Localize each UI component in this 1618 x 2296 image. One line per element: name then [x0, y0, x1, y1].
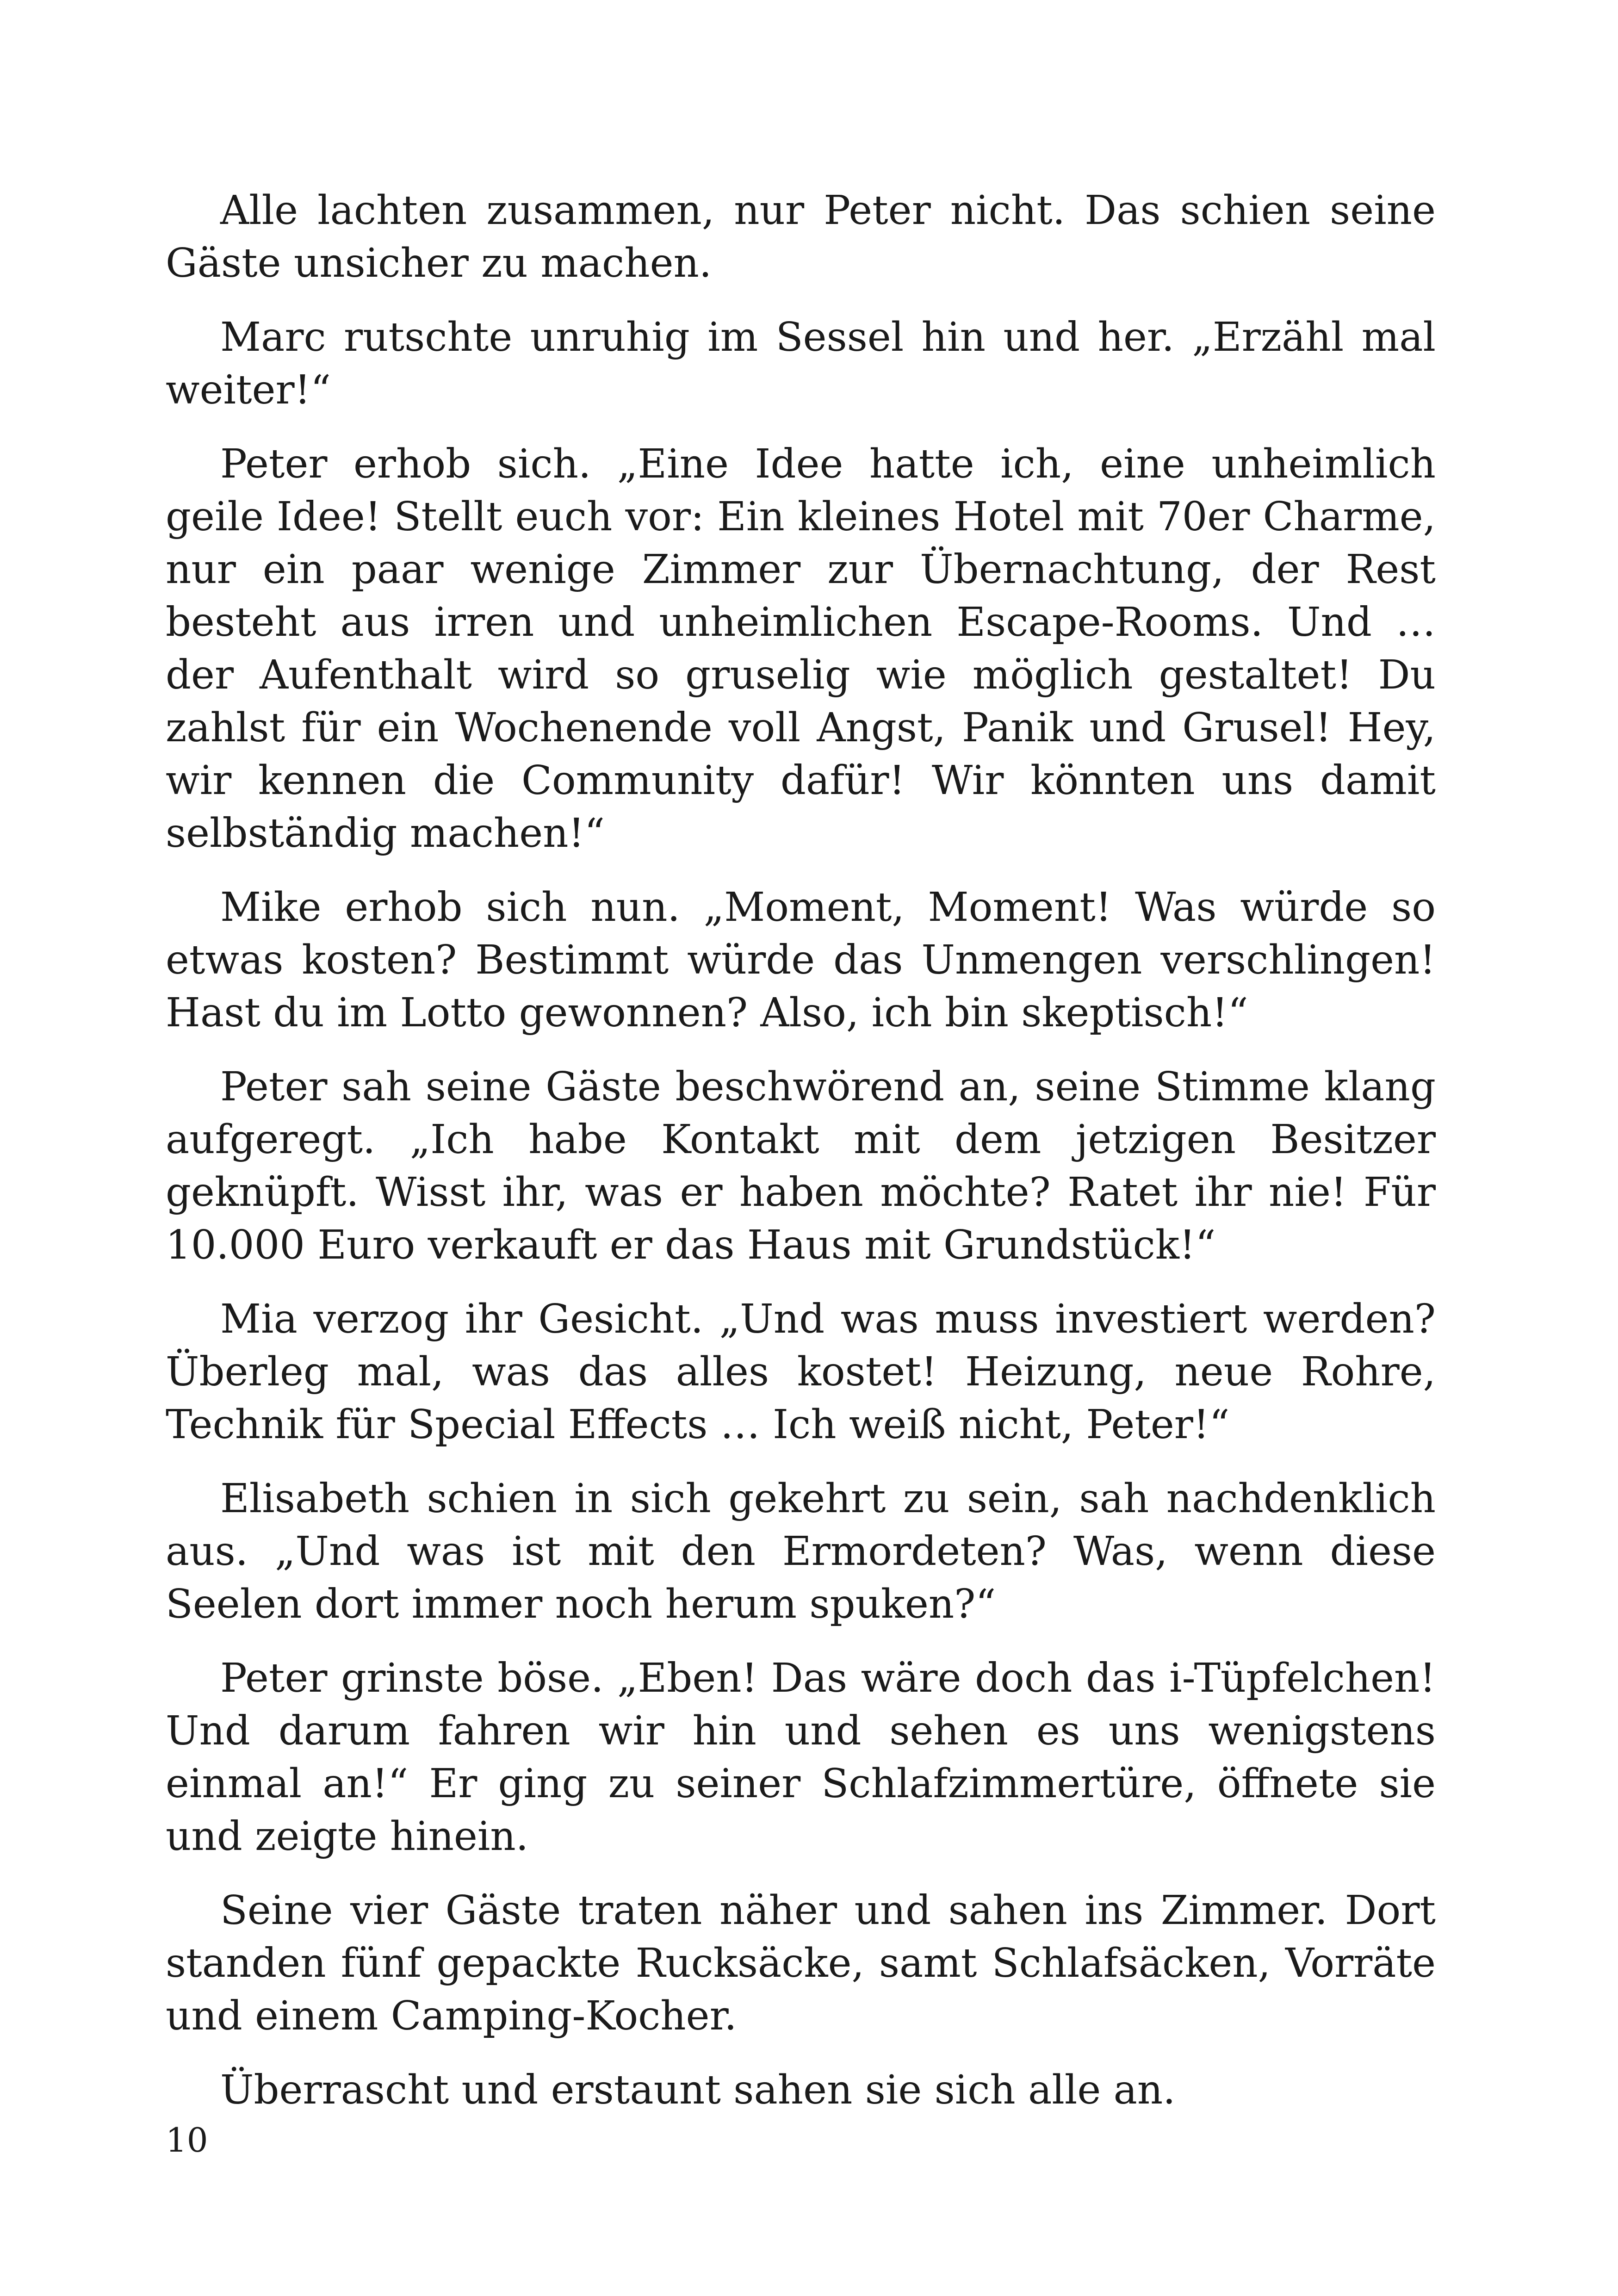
- paragraph-10: Überrascht und erstaunt sahen sie sich alle an.: [220, 2067, 1176, 2113]
- paragraph-8: Peter grinste böse. „Eben! Das wäre doch das i-Tüpfelchen! Und darum fahren wir hin und sehen es uns wenigstens einmal an!“ Er ging zu seiner Schlafzimmertüre, öffnete sie und zeigte hinein.: [166, 1655, 1436, 1860]
- paragraph-9: Seine vier Gäste traten näher und sahen ins Zimmer. Dort standen fünf gepackte Rucksäcke, samt Schlafsäcken, Vorräte und einem Camping-Kocher.: [166, 1887, 1436, 2039]
- paragraph-3: Peter erhob sich. „Eine Idee hatte ich, eine unheimlich geile Idee! Stellt euch vor: Ein kleines Hotel mit 70er Charme, nur ein paar wenige Zimmer zur Übernachtung, der Rest besteht aus irren und unheimlichen Escape-Rooms. Und … der Aufenthalt wird so gruselig wie möglich gestaltet! Du zahlst für ein Wochenende voll Angst, Panik und Grusel! Hey, wir kennen die Community dafür! Wir könnten uns damit selbständig machen!“: [166, 441, 1436, 856]
- page-number: 10: [166, 2121, 208, 2159]
- paragraph-7: Elisabeth schien in sich gekehrt zu sein, sah nachdenklich aus. „Und was ist mit den Ermordeten? Was, wenn diese Seelen dort immer noch herum spuken?“: [166, 1476, 1436, 1627]
- paragraph-6: Mia verzog ihr Gesicht. „Und was muss investiert werden? Überleg mal, was das alles kostet! Heizung, neue Rohre, Technik für Special Effects … Ich weiß nicht, Peter!“: [166, 1296, 1436, 1448]
- paragraph-1: Alle lachten zusammen, nur Peter nicht. Das schien seine Gäste unsicher zu machen.: [166, 187, 1436, 286]
- paragraph-4: Mike erhob sich nun. „Moment, Moment! Was würde so etwas kosten? Bestimmt würde das Unmengen verschlingen! Hast du im Lotto gewonnen? Also, ich bin skeptisch!“: [166, 884, 1436, 1036]
- paragraph-5: Peter sah seine Gäste beschwörend an, seine Stimme klang aufgeregt. „Ich habe Kontakt mit dem jetzigen Besitzer geknüpft. Wisst ihr, was er haben möchte? Ratet ihr nie! Für 10.000 Euro verkauft er das Haus mit Grundstück!“: [166, 1064, 1436, 1268]
- paragraph-2: Marc rutschte unruhig im Sessel hin und her. „Erzähl mal weiter!“: [166, 314, 1436, 413]
- body-text: [166, 184, 1436, 2138]
